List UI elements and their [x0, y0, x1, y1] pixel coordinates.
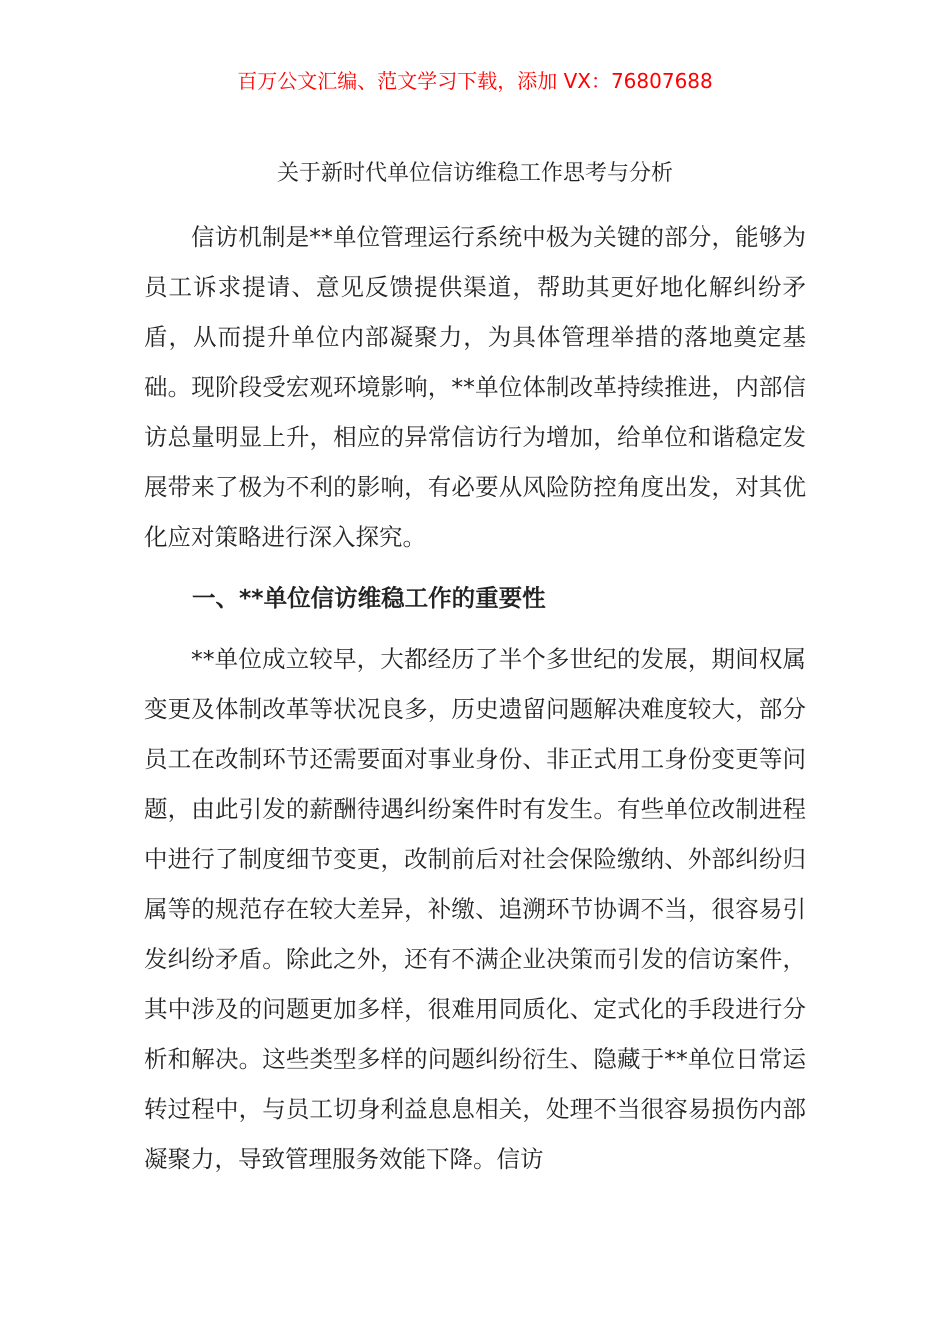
section-heading: 一、**单位信访维稳工作的重要性: [192, 584, 546, 612]
watermark-header: 百万公文汇编、范文学习下载，添加 VX：76807688: [237, 69, 713, 93]
document-title: 关于新时代单位信访维稳工作思考与分析: [276, 161, 673, 186]
paragraph-intro: 信访机制是**单位管理运行系统中极为关键的部分，能够为员工诉求提请、意见反馈提供渠道，帮助其更好地化解纠纷矛盾，从而提升单位内部凝聚力，为具体管理举措的落地奠定基础。现阶段受宏观环境影响，**单位体制改革持续推进，内部信访总量明显上升，相应的异常信访行为增加，给单位和谐稳定发展带来了极为不利的影响，有必要从风险防控角度出发，对其优化应对策略进行深入探究。: [144, 223, 806, 551]
paragraph-section-1: **单位成立较早，大都经历了半个多世纪的发展，期间权属变更及体制改革等状况良多，历史遗留问题解决难度较大，部分员工在改制环节还需要面对事业身份、非正式用工身份变更等问题，由此引发的薪酬待遇纠纷案件时有发生。有些单位改制进程中进行了制度细节变更，改制前后对社会保险缴纳、外部纠纷归属等的规范存在较大差异，补缴、追溯环节协调不当，很容易引发纠纷矛盾。除此之外，还有不满企业决策而引发的信访案件，其中涉及的问题更加多样，很难用同质化、定式化的手段进行分析和解决。这些类型多样的问题纠纷衍生、隐藏于**单位日常运转过程中，与员工切身利益息息相关，处理不当很容易损伤内部凝聚力，导致管理服务效能下降。信访: [144, 645, 806, 1173]
